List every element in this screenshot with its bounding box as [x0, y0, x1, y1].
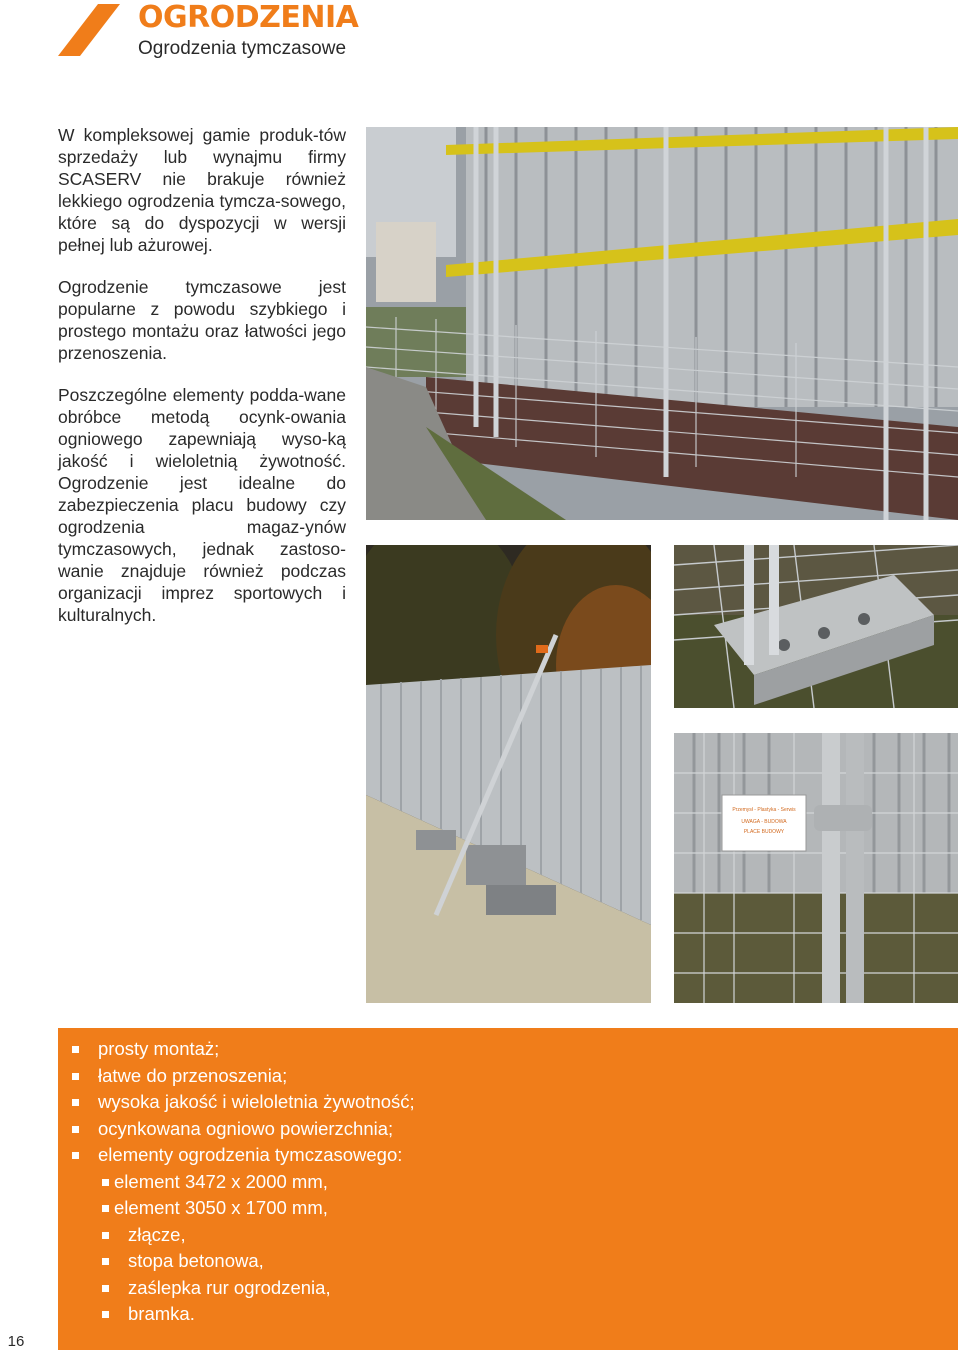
bullet-icon	[102, 1179, 109, 1186]
sub-list-item: element 3472 x 2000 mm,	[58, 1169, 958, 1196]
paragraph-intro: W kompleksowej gamie produk-tów sprzedaży lub wynajmu firmy SCASERV nie brakuje również lekkiego ogrodzenia tymcza-sowego, które są do dyspozycji w wersji pełnej lub ażurowej.	[58, 125, 346, 255]
bullet-icon	[72, 1073, 79, 1080]
list-item: ocynkowana ogniowo powierzchnia;	[58, 1116, 958, 1143]
photo-scaffolding-fence	[366, 127, 958, 520]
logo-mark	[58, 4, 120, 56]
features-box	[58, 1028, 958, 1350]
bullet-icon	[72, 1126, 79, 1133]
sub-list-item: stopa betonowa,	[58, 1248, 958, 1275]
page-title: OGRODZENIA	[138, 0, 359, 35]
page-number: 16	[7, 1333, 25, 1350]
sub-list-item: bramka.	[58, 1301, 958, 1328]
bullet-icon	[72, 1099, 79, 1106]
sign-line-3: PLACE BUDOWY	[743, 829, 785, 835]
bullet-icon	[102, 1232, 109, 1239]
bullet-icon	[102, 1258, 109, 1265]
list-item: elementy ogrodzenia tymczasowego:	[58, 1142, 958, 1169]
list-item: wysoka jakość i wieloletnia żywotność;	[58, 1089, 958, 1116]
paragraph-assembly: Ogrodzenie tymczasowe jest popularne z powodu szybkiego i prostego montażu oraz łatwości jego przenoszenia.	[58, 277, 346, 363]
photo-fence-clamp	[674, 733, 958, 1003]
sub-list-item: zaślepka rur ogrodzenia,	[58, 1275, 958, 1302]
sign-line-1: Przemysł - Plastyka - Serwis	[732, 807, 796, 813]
page-subtitle: Ogrodzenia tymczasowe	[138, 38, 347, 59]
sign-line-2: UWAGA - BUDOWA	[741, 819, 787, 825]
paragraph-galvanizing: Poszczególne elementy podda-wane obróbce metodą ocynk-owania ogniowego zapewniają wyso-ką jakość i wieloletnią żywotność. Ogrodzenie jest idealne do zabezpieczenia placu budowy czy ogrodzenia magaz-ynów tymczasowych, jednak zastoso-wanie znajduje również podczas organizacji imprez sportowych i kulturalnych.	[58, 385, 346, 625]
photo-solid-fence	[366, 545, 651, 1003]
photo-concrete-base	[674, 545, 958, 708]
list-item: prosty montaż;	[58, 1036, 958, 1063]
features-list	[58, 1036, 958, 1328]
bullet-icon	[102, 1311, 109, 1318]
sub-list-item: element 3050 x 1700 mm,	[58, 1195, 958, 1222]
sub-list-item: złącze,	[58, 1222, 958, 1249]
bullet-icon	[72, 1152, 79, 1159]
bullet-icon	[102, 1285, 109, 1292]
bullet-icon	[102, 1205, 109, 1212]
list-item: łatwe do przenoszenia;	[58, 1063, 958, 1090]
body-text	[58, 124, 346, 646]
bullet-icon	[72, 1046, 79, 1053]
